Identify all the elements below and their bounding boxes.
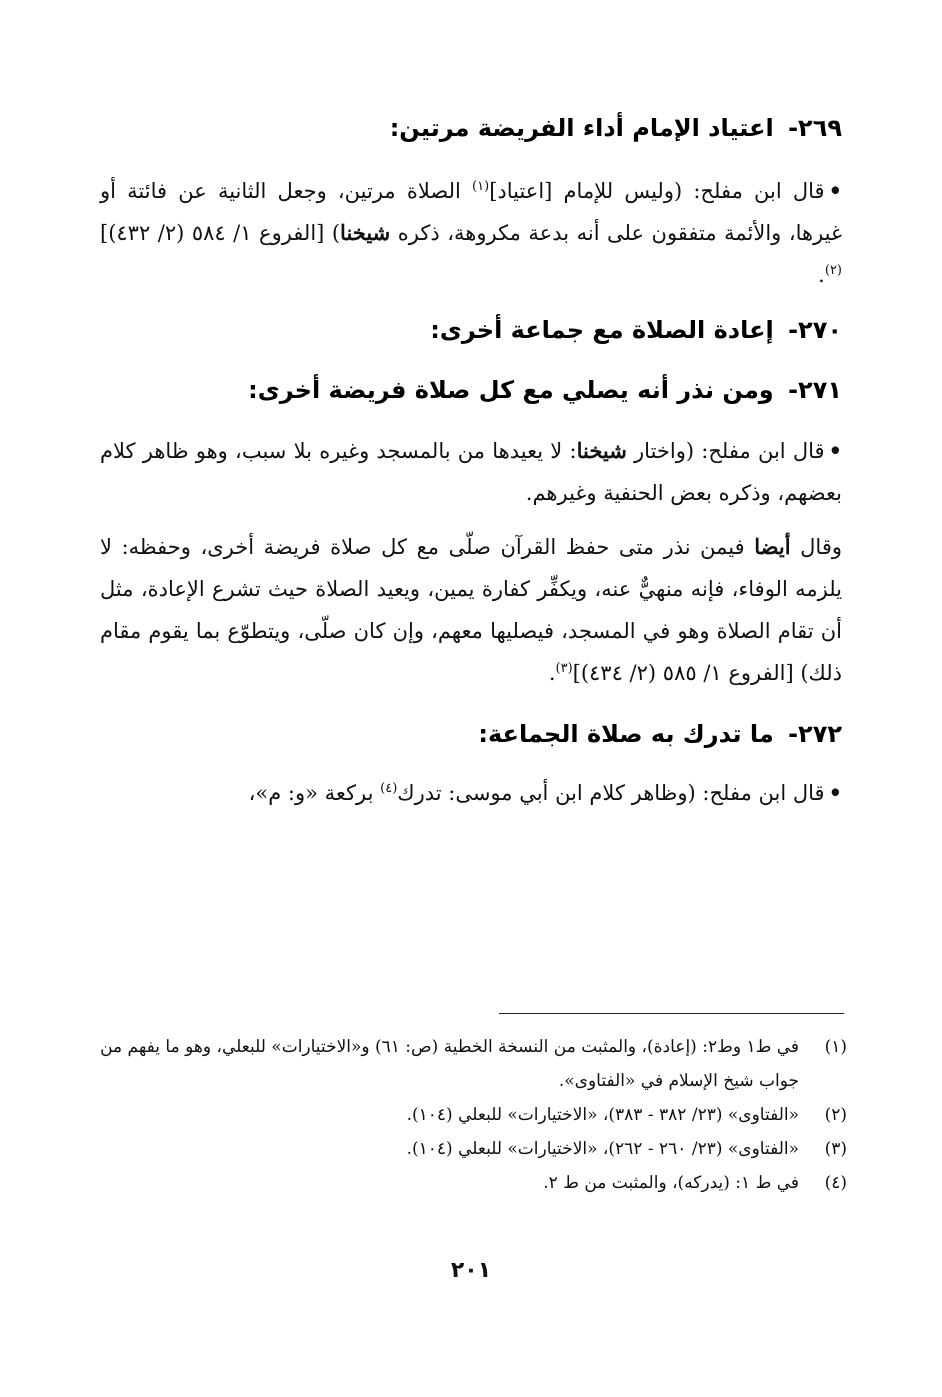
footnote-number: (٤) [824,1173,847,1193]
heading-number: ٢٦٩- [788,114,842,142]
emphasis-aydan: أيضا [754,534,791,559]
heading-title: اعتياد الإمام أداء الفريضة مرتين: [389,114,774,142]
bullet-icon: • [828,178,842,203]
heading-title: ومن نذر أنه يصلي مع كل صلاة فريضة أخرى: [248,376,774,404]
heading-269 [100,108,842,148]
heading-number: ٢٧٠- [788,316,842,344]
bullet-icon: • [828,438,842,463]
emphasis-shaykhuna: شيخنا [340,220,391,245]
footnote-3 [100,1132,847,1166]
footnote-text: «الفتاوى» (٢٣/ ٣٨٢ - ٣٨٣)، «الاختيارات» للبعلي (١٠٤). [406,1105,799,1125]
footnote-ref-1[interactable]: (١) [472,179,490,194]
footnote-1 [100,1030,847,1098]
heading-number: ٢٧١- [788,376,842,404]
footnote-number: (١) [824,1037,847,1057]
bullet-icon: • [828,780,842,805]
paragraph-2: •قال ابن مفلح: (واختار شيخنا: لا يعيدها من بالمسجد وغيره بلا سبب، وهو ظاهر كلام بعضهم، وذكره بعض الحنفية وغيرهم. [100,438,842,505]
paragraph-3: وقال أيضا فيمن نذر متى حفظ القرآن صلّى مع كل صلاة فريضة أخرى، وحفظه: لا يلزمه الوفاء، فإنه منهيٌّ عنه، ويكفِّر كفارة يمين، ويعيد الصلاة حيث تشرع الإعادة، مثل أن تقام الصلاة وهو في المسجد، فيصليها معهم، وإن كان صلّى، ويتطوّع بما يقوم مقام ذلك) [الفروع ١/ ٥٨٥ (٢/ ٤٣٤)]$^{(٣)}$. [100,534,843,685]
heading-272 [100,714,842,754]
footnote-ref-3[interactable]: (٣) [555,661,573,676]
paragraph-4: •قال ابن مفلح: (وظاهر كلام ابن أبي موسى: تدرك$^{(٤)}$ بركعة «و: م»، [248,780,842,805]
footnote-2 [100,1098,847,1132]
heading-number: ٢٧٢- [788,720,842,748]
footnote-number: (٣) [824,1139,847,1159]
heading-title: إعادة الصلاة مع جماعة أخرى: [430,316,774,344]
footnote-text: في ط١ وط٢: (إعادة)، والمثبت من النسخة الخطية (ص: ٦١) و«الاختيارات» للبعلي، وهو ما يفهم من جواب شيخ الإسلام في «الفتاوى». [100,1037,799,1091]
footnote-ref-2[interactable]: (٢) [824,263,842,278]
footnote-ref-4[interactable]: (٤) [380,781,398,796]
page-number: ٢٠١ [450,1258,492,1283]
footnote-number: (٢) [824,1105,847,1125]
footnotes [100,1030,847,1200]
footnote-text: «الفتاوى» (٢٣/ ٢٦٠ - ٢٦٢)، «الاختيارات» للبعلي (١٠٤). [406,1139,799,1159]
footnote-4 [100,1166,847,1200]
footnote-divider [499,1013,844,1014]
emphasis-shaykhuna: شيخنا [576,438,627,463]
paragraph-1: •قال ابن مفلح: (وليس للإمام [اعتياد]$^{(١)}$ الصلاة مرتين، وجعل الثانية عن فائتة أو غيرها، والأئمة متفقون على أنه بدعة مكروهة، ذكره شيخنا) [الفروع ١/ ٥٨٤ (٢/ ٤٣٢)]$^{(٢)}$. [100,178,842,287]
footnote-text: في ط ١: (يدركه)، والمثبت من ط ٢. [543,1173,799,1193]
heading-270 [100,310,842,350]
heading-title: ما تدرك به صلاة الجماعة: [478,720,774,748]
heading-271 [100,370,842,410]
main-text [100,108,842,814]
